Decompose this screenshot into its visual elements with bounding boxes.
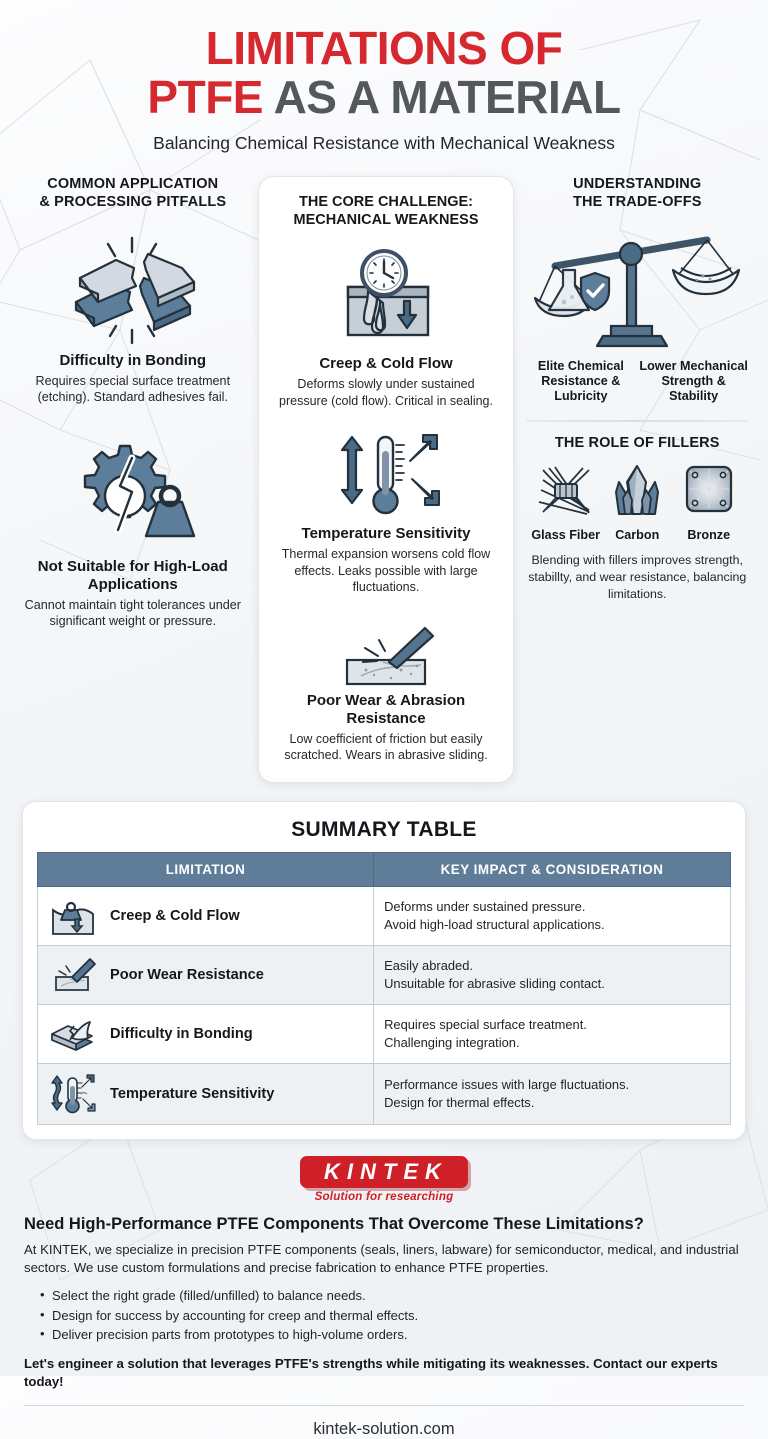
limitation-label: Difficulty in Bonding	[110, 1025, 253, 1042]
page-subtitle: Balancing Chemical Resistance with Mechanical Weakness	[153, 133, 615, 154]
fillers-note: Blending with fillers improves strength, stabillty, and wear resistance, balancing limitations.	[528, 553, 747, 601]
thermometer-icon	[48, 1073, 98, 1115]
section-divider	[526, 420, 748, 422]
filler-label: Bronze	[687, 528, 731, 543]
cta-closing: Let's engineer a solution that leverages PTFE's strengths while mitigating its weaknesses. Contact our experts today!	[24, 1355, 718, 1390]
balance-scale-icon	[524, 218, 750, 353]
cta-heading: Need High-Performance PTFE Components That Overcome These Limitations?	[24, 1215, 644, 1233]
fillers-heading: THE ROLE OF FILLERS	[554, 434, 720, 451]
cta-bullet: • Deliver precision parts from prototypes to high-volume orders.	[40, 1325, 744, 1345]
creep-weight-icon	[48, 896, 98, 936]
glass-fiber-bundle-icon	[535, 462, 597, 520]
brand-logo	[0, 1156, 768, 1203]
kintek-logo-badge	[300, 1156, 468, 1188]
core-challenge-card	[258, 176, 515, 783]
table-row	[38, 945, 731, 1004]
right-column	[518, 176, 756, 602]
filler-label: Carbon	[615, 528, 660, 543]
impact-text: Performance issues with large fluctuations. Design for thermal effects.	[384, 1077, 630, 1110]
filler-label: Glass Fiber	[531, 528, 600, 543]
impact-text: Easily abraded. Unsuitable for abrasive sliding contact.	[384, 958, 605, 991]
pitfall-title: Difficulty in Bonding	[59, 351, 207, 369]
tradeoff-labels	[524, 359, 750, 405]
broken-gear-weight-icon	[20, 436, 246, 556]
cta-bullet: • Design for success by accounting for creep and thermal effects.	[40, 1306, 744, 1326]
filler-carbon	[602, 462, 672, 543]
tradeoffs-heading: UNDERSTANDING THE TRADE-OFFS	[572, 176, 702, 210]
fillers-row	[524, 462, 750, 543]
main-content	[0, 176, 768, 783]
pitfall-item-high-load	[20, 436, 246, 630]
core-item-creep	[273, 243, 500, 409]
tradeoff-right-label: Lower Mechanical Strength & Stability	[639, 358, 748, 404]
page-header	[0, 0, 768, 154]
footer-divider	[24, 1405, 744, 1406]
core-item-title: Poor Wear & Abrasion Resistance	[306, 691, 466, 727]
core-item-temperature	[273, 431, 500, 596]
pitfall-desc: Requires special surface treatment (etching). Standard adhesives fail.	[35, 373, 231, 405]
brand-tagline: Solution for researching	[314, 1190, 454, 1203]
pitfall-desc: Cannot maintain tight tolerances under significant weight or pressure.	[24, 597, 241, 629]
impact-text: Requires special surface treatment. Challenging integration.	[384, 1017, 587, 1050]
limitation-label: Creep & Cold Flow	[110, 907, 240, 924]
summary-table-title: SUMMARY TABLE	[291, 817, 477, 841]
core-item-desc: Low coefficient of friction but easily scratched. Wears in abrasive sliding.	[284, 731, 488, 763]
bronze-plate-icon	[678, 462, 740, 520]
limitation-label: Poor Wear Resistance	[110, 966, 264, 983]
left-column-heading: COMMON APPLICATION & PROCESSING PITFALLS	[39, 176, 227, 210]
cta-bullet-list	[40, 1286, 744, 1345]
left-column	[12, 176, 254, 630]
core-item-desc: Deforms slowly under sustained pressure (cold flow). Critical in sealing.	[279, 377, 493, 408]
brand-name: KINTEK	[324, 1158, 448, 1184]
cta-paragraph: At KINTEK, we specialize in precision PTFE components (seals, liners, labware) for semiconductor, medical, and industrial sectors. We use custom formulations and precise fabrication to enhance PTFE properties.	[24, 1242, 739, 1276]
scratch-tool-icon	[48, 955, 98, 995]
table-row	[38, 1063, 731, 1124]
filler-bronze	[674, 462, 744, 543]
table-row	[38, 886, 731, 945]
filler-glass-fiber	[530, 462, 600, 543]
table-row	[38, 1004, 731, 1063]
column-header-limitation: LIMITATION	[38, 852, 374, 886]
carbon-crystal-icon	[606, 462, 668, 520]
pitfall-title: Not Suitable for High-Load Applications	[37, 557, 228, 593]
core-item-title: Creep & Cold Flow	[319, 355, 453, 373]
table-header-row	[38, 852, 731, 886]
tradeoff-left-label: Elite Chemical Resistance & Lubricity	[537, 358, 624, 404]
core-item-desc: Thermal expansion worsens cold flow effects. Leaks possible with large fluctuations.	[281, 547, 491, 595]
summary-table-card	[22, 801, 746, 1140]
title-as-a-material: AS A MATERIAL	[273, 71, 621, 124]
page-title	[24, 22, 744, 124]
column-header-impact: KEY IMPACT & CONSIDERATION	[374, 852, 731, 886]
peeling-layer-icon	[48, 1014, 98, 1054]
limitation-label: Temperature Sensitivity	[110, 1085, 275, 1102]
pitfall-item-bonding	[20, 230, 246, 406]
cta-bullet: • Select the right grade (filled/unfilled) to balance needs.	[40, 1286, 744, 1306]
core-card-heading: THE CORE CHALLENGE: MECHANICAL WEAKNESS	[293, 194, 479, 229]
call-to-action	[0, 1203, 768, 1391]
impact-text: Deforms under sustained pressure. Avoid high-load structural applications.	[384, 899, 605, 932]
core-item-wear	[273, 618, 500, 764]
thermometer-arrows-icon	[273, 431, 500, 523]
melting-clock-block-icon	[273, 243, 500, 353]
summary-table	[37, 852, 731, 1125]
core-item-title: Temperature Sensitivity	[301, 525, 471, 543]
website-url[interactable]: kintek-solution.com	[313, 1420, 455, 1439]
title-line-1: LIMITATIONS OF	[205, 22, 563, 74]
scratched-surface-icon	[273, 618, 500, 690]
broken-bond-plates-icon	[20, 230, 246, 350]
title-ptfe: PTFE	[147, 71, 263, 124]
